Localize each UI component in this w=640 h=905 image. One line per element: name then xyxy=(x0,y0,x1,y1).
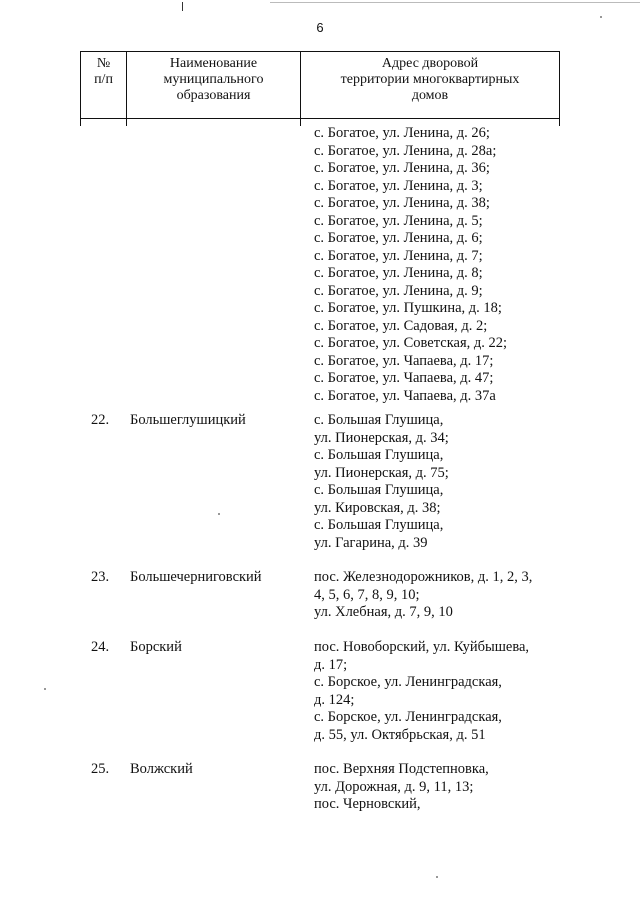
table-header xyxy=(80,51,560,119)
address-line: ул. Пионерская, д. 34; xyxy=(314,429,449,446)
address-line: с. Большая Глушица, xyxy=(314,412,444,428)
address-line: с. Богатое, ул. Ленина, д. 36; xyxy=(314,160,490,176)
address-line: пос. Железнодорожников, д. 1, 2, 3, xyxy=(314,569,533,585)
address-line: с. Богатое, ул. Чапаева, д. 17; xyxy=(314,352,494,369)
address-line: 4, 5, 6, 7, 8, 9, 10; xyxy=(314,586,420,603)
address-cell xyxy=(314,761,489,814)
municipality-name: Большечерниговский xyxy=(130,569,262,585)
address-line: с. Богатое, ул. Ленина, д. 6; xyxy=(314,230,483,246)
header-name-column xyxy=(127,52,301,118)
header-address-column xyxy=(301,52,559,118)
scan-mark xyxy=(182,2,183,11)
address-line: с. Богатое, ул. Чапаева, д. 37а xyxy=(314,387,496,404)
address-line: ул. Хлебная, д. 7, 9, 10 xyxy=(314,604,453,620)
address-line: пос. Верхняя Подстепновка, xyxy=(314,761,489,777)
address-line: ул. Кировская, д. 38; xyxy=(314,499,441,516)
header-text: п/п xyxy=(94,72,113,87)
row-number: 25. xyxy=(91,761,110,777)
address-line: д. 17; xyxy=(314,656,348,673)
municipality-name: Волжский xyxy=(130,761,193,777)
municipality-name: Большеглушицкий xyxy=(130,412,246,428)
address-line: пос. Черновский, xyxy=(314,796,421,812)
address-line: с. Богатое, ул. Ленина, д. 28а; xyxy=(314,142,497,159)
table-border-stub xyxy=(126,119,127,126)
table-border-stub xyxy=(80,119,81,126)
table-border-stub xyxy=(559,119,560,126)
header-text: домов xyxy=(411,88,449,103)
scan-speck xyxy=(600,16,602,18)
address-line: с. Богатое, ул. Ленина, д. 5; xyxy=(314,212,483,229)
header-text: Наименование xyxy=(169,56,258,71)
address-line: с. Большая Глушица, xyxy=(314,447,444,463)
scan-speck xyxy=(44,688,46,690)
header-number-column xyxy=(81,52,127,118)
row-number: 24. xyxy=(91,639,110,655)
header-text: территории многоквартирных xyxy=(340,72,520,87)
address-line: с. Богатое, ул. Садовая, д. 2; xyxy=(314,317,488,334)
address-line: с. Богатое, ул. Ленина, д. 3; xyxy=(314,177,483,194)
address-line: с. Богатое, ул. Ленина, д. 9; xyxy=(314,282,483,299)
table-border-stub xyxy=(300,119,301,126)
address-cell xyxy=(314,569,532,622)
address-line: с. Богатое, ул. Ленина, д. 26; xyxy=(314,125,490,141)
address-line: ул. Дорожная, д. 9, 11, 13; xyxy=(314,778,474,795)
scan-edge-line xyxy=(270,2,640,3)
scan-speck xyxy=(436,876,438,878)
address-line: ул. Гагарина, д. 39 xyxy=(314,534,428,551)
address-line: с. Большая Глушица, xyxy=(314,482,444,498)
continued-address-list xyxy=(314,125,507,405)
address-line: с. Борское, ул. Ленинградская, xyxy=(314,674,502,690)
address-line: с. Богатое, ул. Советская, д. 22; xyxy=(314,335,508,351)
address-line: пос. Новоборский, ул. Куйбышева, xyxy=(314,639,530,655)
address-line: с. Богатое, ул. Ленина, д. 38; xyxy=(314,195,490,211)
row-number: 23. xyxy=(91,569,110,585)
address-line: ул. Пионерская, д. 75; xyxy=(314,464,449,481)
address-line: с. Богатое, ул. Ленина, д. 7; xyxy=(314,247,483,264)
address-line: с. Большая Глушица, xyxy=(314,517,444,533)
page-number: 6 xyxy=(316,20,324,35)
header-text: Адрес дворовой xyxy=(381,56,479,71)
header-text: муниципального xyxy=(163,72,264,87)
address-line: с. Борское, ул. Ленинградская, xyxy=(314,709,502,725)
address-cell xyxy=(314,639,529,744)
address-line: с. Богатое, ул. Чапаева, д. 47; xyxy=(314,370,494,386)
address-cell xyxy=(314,412,449,552)
address-line: д. 55, ул. Октябрьская, д. 51 xyxy=(314,726,486,743)
header-text: образования xyxy=(176,88,251,103)
address-line: д. 124; xyxy=(314,691,355,708)
municipality-name: Борский xyxy=(130,639,182,655)
address-line: с. Богатое, ул. Ленина, д. 8; xyxy=(314,265,483,281)
header-text: № xyxy=(96,56,111,71)
scan-speck xyxy=(218,513,220,515)
row-number: 22. xyxy=(91,412,110,428)
address-line: с. Богатое, ул. Пушкина, д. 18; xyxy=(314,300,502,316)
